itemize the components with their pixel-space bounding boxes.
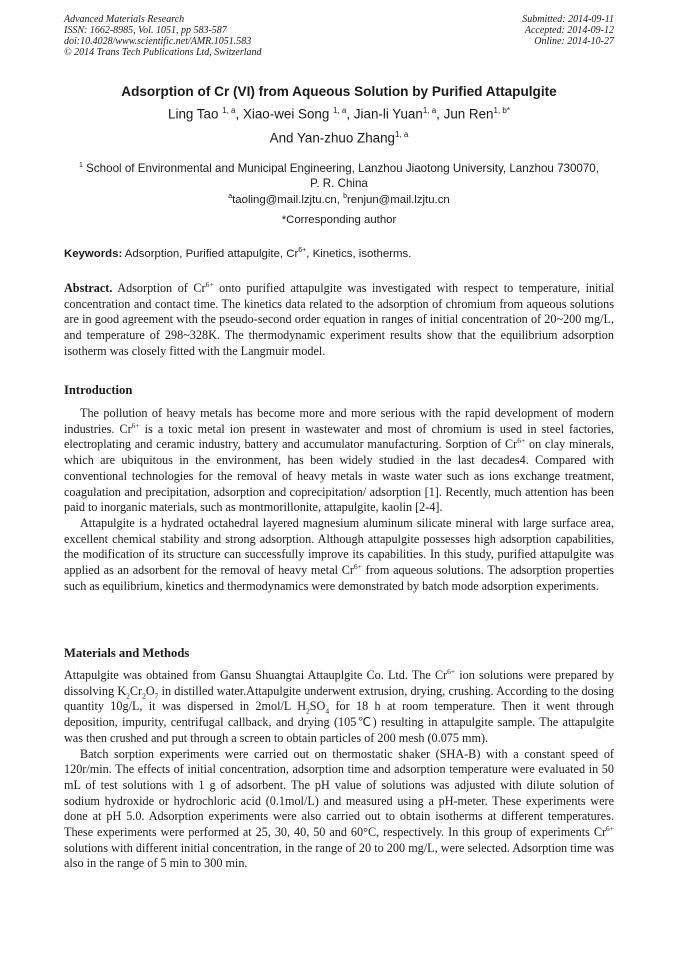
text-run: on clay minerals, which are ubiquitous in the environment, has been widely studied in the last decades4. Compared with conventional technologies for the removal of heavy metals in waste water such as ions exchange treatment, coagulation and precipitation, adsorption and coprecipitation/ adsorption [1]. Recently, much attention has been paid to inorganic materials, such as montmorillonite, attapulgite, kaolin [2-4]. bbox=[64, 437, 615, 515]
text-run: in distilled water.Attapulgite underwent extrusion, drying, crushing. According to the dosing quantity 10g/L, it was dispersed in 2mol/L H bbox=[64, 683, 614, 714]
text-run: Attapulgite was obtained from Gansu Shuangtai Attauplgite Co. Ltd. The Cr bbox=[64, 668, 448, 682]
accepted-date: Accepted: 2014-09-12 bbox=[524, 25, 614, 36]
text-run: ion solutions were prepared by dissolving K bbox=[64, 668, 614, 698]
subscript: 2 bbox=[306, 706, 310, 716]
doi-line: doi:10.4028/www.scientific.net/AMR.1051.583 bbox=[64, 36, 252, 47]
abstract-label: Abstract. bbox=[64, 281, 113, 295]
author-affil-mark: 1, a bbox=[394, 130, 409, 139]
journal-name: Advanced Materials Research bbox=[64, 14, 185, 25]
paragraph bbox=[64, 668, 614, 747]
superscript: 6+ bbox=[353, 561, 362, 571]
issn-line: ISSN: 1662-8985, Vol. 1051, pp 583-587 bbox=[64, 25, 227, 36]
text-run: SO bbox=[309, 699, 326, 714]
copyright-line: © 2014 Trans Tech Publications Ltd, Switzerland bbox=[64, 47, 262, 58]
superscript: 6+ bbox=[131, 420, 140, 430]
author-line-1: Ling Tao $^{1, a}$, Xiao-wei Song $^{1, a}$, Jian-li Yuan$^{1, a}$, Jun Ren$^{1, b*}$ bbox=[168, 106, 510, 122]
affiliation bbox=[78, 158, 600, 191]
text-run: Attapulgite is a hydrated octahedral layered magnesium aluminum silicate mineral with large surface area, excellent chemical stability and strong adsorption. Although attapulgite possesses high adsorption capabilities, the modification of its structure can successfully improve its capabilities. In this study, purified attapulgite was applied as an adsorbent for the removal of heavy metal Cr bbox=[64, 515, 614, 578]
superscript: 6+ bbox=[205, 279, 214, 289]
email-a: taoling@mail.lzjtu.cn, bbox=[232, 193, 340, 206]
keywords bbox=[64, 247, 614, 260]
abstract bbox=[64, 281, 614, 360]
author-affil-mark: 1, a bbox=[222, 106, 236, 115]
superscript: 6+ bbox=[606, 823, 614, 833]
author-affil-mark: 1, a bbox=[333, 106, 347, 115]
text-run: Cr bbox=[129, 683, 143, 698]
superscript: 6+ bbox=[517, 436, 526, 446]
journal-header bbox=[64, 14, 262, 58]
introduction-body bbox=[64, 406, 614, 594]
paper-title: Adsorption of Cr (VI) from Aqueous Solution by Purified Attapulgite bbox=[121, 84, 557, 99]
subscript: 2 bbox=[126, 691, 130, 701]
abstract-text: Adsorption of Cr bbox=[117, 281, 206, 295]
keywords-text: Adsorption, Purified attapulgite, Cr bbox=[124, 247, 299, 260]
author-name: And Yan-zhuo Zhang bbox=[269, 130, 395, 146]
text-run: is a toxic metal ion present in wastewater and most of chromium is used in steel factories, electroplating and ceramic industry, battery and accumulator manufacturing. Sorption of Cr bbox=[64, 421, 614, 452]
text-run: for 18 h at room temperature. Then it went through deposition, impurity, centrifugal callback, and drying (105℃) resulting in attapulgite sample. The attapulgite was then crushed and put through a screen to obtain particles of 200 mesh (0.075 mm). bbox=[64, 699, 615, 745]
email-b: renjun@mail.lzjtu.cn bbox=[347, 193, 450, 206]
superscript: 6+ bbox=[298, 247, 307, 254]
author-name: Ling Tao bbox=[168, 106, 219, 122]
text-run: The pollution of heavy metals has become more and more serious with the rapid development of modern industries. Cr bbox=[64, 406, 614, 436]
author-name: Jun Ren bbox=[443, 106, 494, 122]
email-mark: a bbox=[228, 193, 233, 200]
author-affil-mark: 1, a bbox=[422, 106, 437, 115]
corresponding-author-note: *Corresponding author bbox=[281, 214, 397, 226]
text-run: from aqueous solutions. The adsorption properties such as equilibrium, kinetics and thermodynamics were demonstrated by batch mode adsorption experiments. bbox=[64, 563, 614, 593]
section-heading-methods: Materials and Methods bbox=[64, 646, 190, 660]
text-run: solutions with different initial concentration, in the range of 20 to 200 mg/L, were selected. Adsorption time was also in the range of 5 min to 300 min. bbox=[64, 840, 614, 871]
author-name: Jian-li Yuan bbox=[353, 106, 423, 122]
subscript: 7 bbox=[154, 691, 159, 701]
section-heading-introduction: Introduction bbox=[64, 383, 133, 397]
submitted-date: Submitted: 2014-09-11 bbox=[522, 14, 614, 25]
abstract-text: onto purified attapulgite was investigated with respect to temperature, initial concentration and contact time. The kinetics data related to the adsorption of chromium from aqueous solutions are in good agreement with the pseudo-second order equation in ranges of initial concentration of 20~200 mg/L, and temperature of 298~328K. The thermodynamic experiment results show that the equilibrium adsorption isotherm was closely fitted with the Langmuir model. bbox=[64, 281, 615, 358]
paragraph bbox=[64, 516, 614, 595]
online-date: Online: 2014-10-27 bbox=[534, 36, 614, 47]
subscript: 4 bbox=[325, 706, 330, 716]
keywords-text: , Kinetics, isotherms. bbox=[306, 247, 412, 260]
author-emails bbox=[40, 193, 638, 206]
superscript: 6+ bbox=[447, 666, 456, 676]
dates-header bbox=[522, 14, 614, 47]
methods-body bbox=[64, 668, 614, 872]
paragraph bbox=[64, 747, 614, 873]
author-line-2 bbox=[40, 130, 638, 145]
affiliation-mark: 1 bbox=[79, 162, 83, 169]
author-affil-mark: 1, b* bbox=[493, 106, 510, 115]
text-run: O bbox=[145, 683, 155, 698]
text-run: Batch sorption experiments were carried out on thermostatic shaker (SHA-B) with a constant speed of 120r/min. The effects of initial concentration, adsorption time and adsorption temperature were evaluated in 50 mL of test solutions with 1 g of adsorbent. The pH value of solutions was adjusted with dilute solution of sodium hydroxide or hydrochloric acid (0.1mol/L) and measured using a pH-meter. These experiments were done at pH 5.0. Adsorption experiments were also carried out to obtain isotherms at different temperatures. These experiments were performed at 25, 30, 40, 50 and 60°C, respectively. In this group of experiments Cr bbox=[64, 746, 614, 840]
email-mark: b bbox=[343, 193, 348, 200]
subscript: 2 bbox=[142, 691, 146, 701]
paragraph bbox=[64, 406, 614, 516]
author-name: Xiao-wei Song bbox=[242, 106, 330, 122]
affiliation-text: School of Environmental and Municipal Engineering, Lanzhou Jiaotong University, Lanzhou 730070, P. R. China bbox=[86, 161, 599, 190]
keywords-label: Keywords: bbox=[64, 247, 123, 260]
